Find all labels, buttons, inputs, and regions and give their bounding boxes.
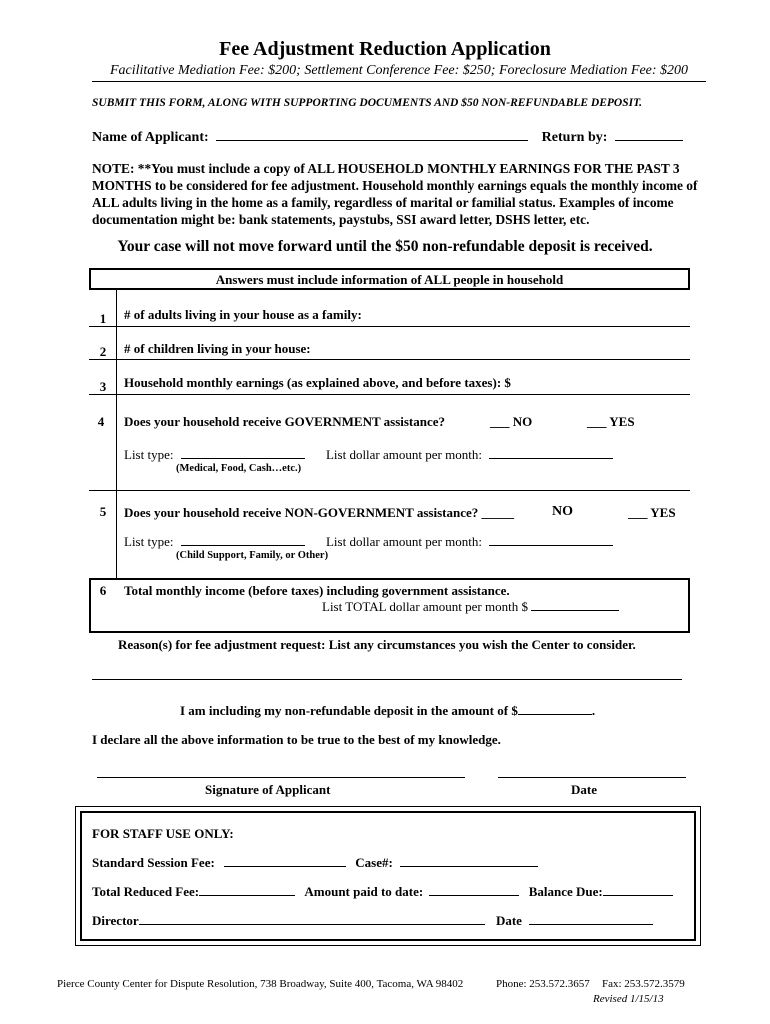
table-divider <box>116 290 117 578</box>
staff-heading: FOR STAFF USE ONLY: <box>92 826 234 841</box>
session-fee-label: Standard Session Fee: <box>92 855 215 870</box>
date-field[interactable] <box>498 777 686 778</box>
signature-label: Signature of Applicant <box>205 782 331 797</box>
staff-row-2 <box>92 884 673 900</box>
name-field[interactable] <box>216 139 528 141</box>
total-label: List TOTAL dollar amount per month $ <box>322 599 528 614</box>
hint-text: (Child Support, Family, or Other) <box>176 550 329 561</box>
list-type-row <box>124 534 613 550</box>
row-number: 2 <box>99 344 107 359</box>
deposit-label: I am including my non-refundable deposit in the amount of $ <box>180 703 518 718</box>
staff-row-3 <box>92 913 653 929</box>
total-field[interactable] <box>531 609 619 611</box>
table-header <box>89 268 690 290</box>
declaration: I declare all the above information to be true to the best of my knowledge. <box>92 732 501 747</box>
list-amount-field[interactable] <box>489 544 613 546</box>
row-number: 1 <box>99 311 107 326</box>
amount-paid-label: Amount paid to date: <box>304 884 424 899</box>
list-type-label: List type: <box>124 534 174 549</box>
list-amount-label: List dollar amount per month: <box>325 447 482 462</box>
yes-option[interactable]: ___ YES <box>628 505 676 520</box>
fees-line: Facilitative Mediation Fee: $200; Settlement Conference Fee: $250; Foreclosure Mediation Fee: $200 <box>92 63 706 82</box>
page-title: Fee Adjustment Reduction Application <box>219 38 551 60</box>
deposit-field[interactable] <box>518 713 592 715</box>
footer-phone: Phone: 253.572.3657 <box>496 978 590 990</box>
case-label: Case#: <box>355 855 393 870</box>
applicant-row <box>92 130 683 146</box>
footer-fax: Fax: 253.572.3579 <box>602 978 685 990</box>
list-amount-label: List dollar amount per month: <box>325 534 482 549</box>
note-text: NOTE: **You must include a copy of ALL HOUSEHOLD MONTHLY EARNINGS FOR THE PAST 3 MONTHS to be considered for fee adjustment. Household monthly earnings equals the monthly income of ALL adults living in the home as a family, regardless of marital or familial status. Examples of income documentation might be: bank statements, paystubs, SSI award letter, DSHS letter, etc. <box>92 161 698 227</box>
row-number: 3 <box>99 379 107 394</box>
case-field[interactable] <box>400 865 538 867</box>
balance-due-label: Balance Due: <box>528 884 603 899</box>
deposit-row: I am including my non-refundable deposit in the amount of $ . <box>180 703 596 718</box>
total-row <box>322 599 619 615</box>
date-label: Date <box>571 782 597 797</box>
list-type-field[interactable] <box>181 457 305 459</box>
row-rule <box>89 326 690 327</box>
return-field[interactable] <box>615 139 683 141</box>
row-rule <box>89 394 690 395</box>
submit-notice: SUBMIT THIS FORM, ALONG WITH SUPPORTING DOCUMENTS AND $50 NON-REFUNDABLE DEPOSIT. <box>92 97 642 109</box>
reasons-label: Reason(s) for fee adjustment request: List any circumstances you wish the Center to consider. <box>118 637 636 652</box>
table-row: Does your household receive NON-GOVERNMENT assistance? _____ <box>124 505 514 520</box>
table-row: Total monthly income (before taxes) including government assistance. <box>124 583 510 598</box>
return-label: Return by: <box>541 130 608 145</box>
name-label: Name of Applicant: <box>92 130 209 145</box>
signature-field[interactable] <box>97 777 465 778</box>
footer-org: Pierce County Center for Dispute Resolution, 738 Broadway, Suite 400, Tacoma, WA 98402 <box>57 978 464 990</box>
row-rule <box>89 490 690 491</box>
hint-text: (Medical, Food, Cash…etc.) <box>176 463 302 474</box>
table-row: # of children living in your house: <box>124 341 311 356</box>
list-type-label: List type: <box>124 447 174 462</box>
no-option[interactable]: NO <box>552 504 573 519</box>
reasons-field[interactable] <box>92 679 682 680</box>
staff-date-label: Date <box>495 913 522 928</box>
staff-date-field[interactable] <box>529 923 653 925</box>
no-option[interactable]: ___ NO <box>490 414 533 429</box>
row-number: 4 <box>97 414 105 429</box>
case-warning: Your case will not move forward until the $50 non-refundable deposit is received. <box>117 238 653 255</box>
table-row: Does your household receive GOVERNMENT assistance? <box>124 414 446 429</box>
row-number: 6 <box>99 583 107 598</box>
table-header-text: Answers must include information of ALL people in household <box>215 272 564 287</box>
session-fee-field[interactable] <box>224 865 346 867</box>
row-rule <box>89 359 690 360</box>
row-number: 5 <box>99 504 107 519</box>
list-type-row <box>124 447 613 463</box>
yes-option[interactable]: ___ YES <box>587 414 635 429</box>
list-type-field[interactable] <box>181 544 305 546</box>
reduced-fee-label: Total Reduced Fee: <box>92 884 200 899</box>
amount-paid-field[interactable] <box>429 894 519 896</box>
reduced-fee-field[interactable] <box>199 894 295 896</box>
table-row: Household monthly earnings (as explained above, and before taxes): $ <box>124 375 511 390</box>
footer-revised: Revised 1/15/13 <box>593 993 664 1005</box>
director-field[interactable] <box>139 923 485 925</box>
balance-due-field[interactable] <box>603 894 673 896</box>
director-label: Director <box>92 913 139 928</box>
staff-row-1 <box>92 855 538 871</box>
table-row: # of adults living in your house as a family: <box>124 307 362 322</box>
list-amount-field[interactable] <box>489 457 613 459</box>
